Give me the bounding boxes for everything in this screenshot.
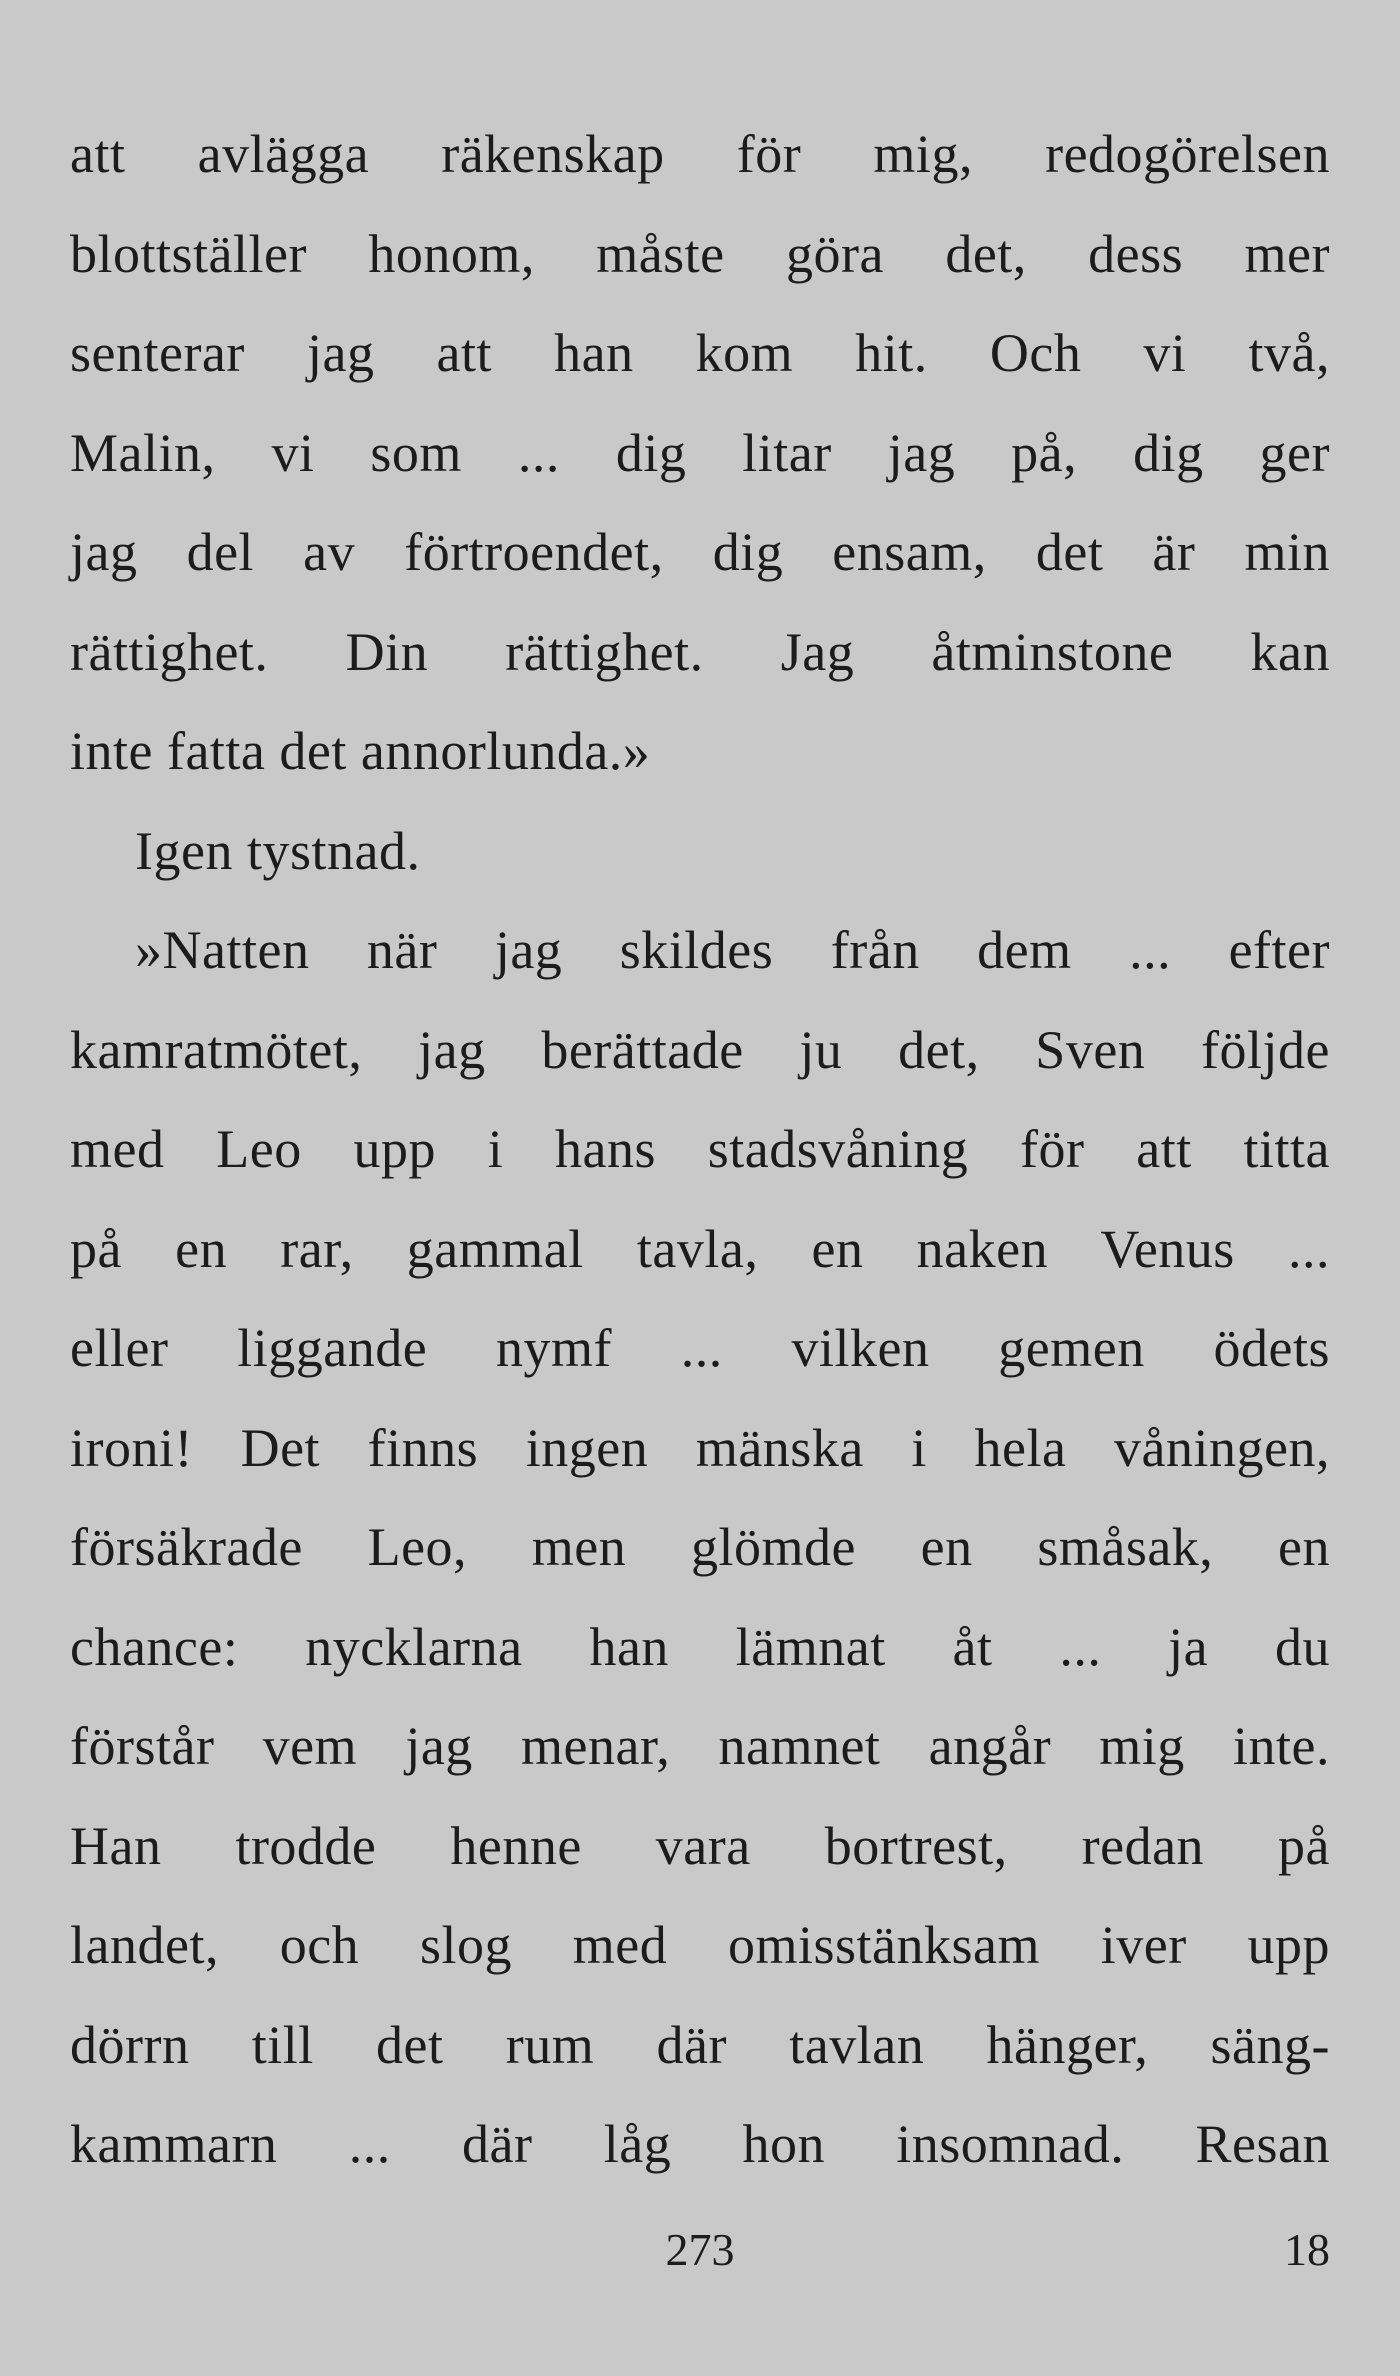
text-line-12: på en rar, gammal tavla, en naken Venus ... (70, 1218, 1330, 1279)
text-line-5: jag del av förtroendet, dig ensam, det är min (70, 522, 1330, 582)
signature-mark: 18 (1284, 2224, 1330, 2275)
text-line-3: senterar jag att han kom hit. Och vi två, (70, 323, 1330, 383)
text-line-10: kamratmötet, jag berättade ju det, Sven följde (70, 1019, 1330, 1080)
text-line-21: kammarn ... där låg hon insomnad. Resan (70, 2114, 1330, 2174)
text-line-11: med Leo upp i hans stadsvåning för att titta (70, 1119, 1330, 1179)
text-line-18: Han trodde henne vara bortrest, redan på (70, 1815, 1330, 1876)
text-line-6: rättighet. Din rättighet. Jag åtminstone kan (70, 621, 1330, 682)
text-line-15: försäkrade Leo, men glömde en småsak, en (70, 1517, 1330, 1577)
text-line-13: eller liggande nymf ... vilken gemen ödets (70, 1318, 1330, 1378)
text-line-7: inte fatta det annorlunda.» (70, 721, 651, 781)
text-line-4: Malin, vi som ... dig litar jag på, dig ger (70, 422, 1330, 483)
text-line-16: chance: nycklarna han lämnat åt ... ja du (70, 1616, 1330, 1677)
page-number: 273 (665, 2224, 735, 2275)
text-line-14: ironi! Det finns ingen mänska i hela våningen, (70, 1417, 1330, 1478)
text-line-8: Igen tystnad. (135, 820, 421, 881)
text-line-17: förstår vem jag menar, namnet angår mig inte. (70, 1716, 1330, 1776)
text-line-20: dörrn till det rum där tavlan hänger, säng- (70, 2014, 1330, 2075)
text-line-9: »Natten när jag skildes från dem ... efter (135, 920, 1330, 980)
text-line-1: att avlägga räkenskap för mig, redogörelsen (70, 124, 1330, 184)
text-line-2: blottställer honom, måste göra det, dess mer (70, 223, 1330, 284)
body-text (70, 105, 1330, 2195)
text-line-19: landet, och slog med omisstänksam iver upp (70, 1915, 1330, 1975)
page-footer (70, 2215, 1330, 2285)
